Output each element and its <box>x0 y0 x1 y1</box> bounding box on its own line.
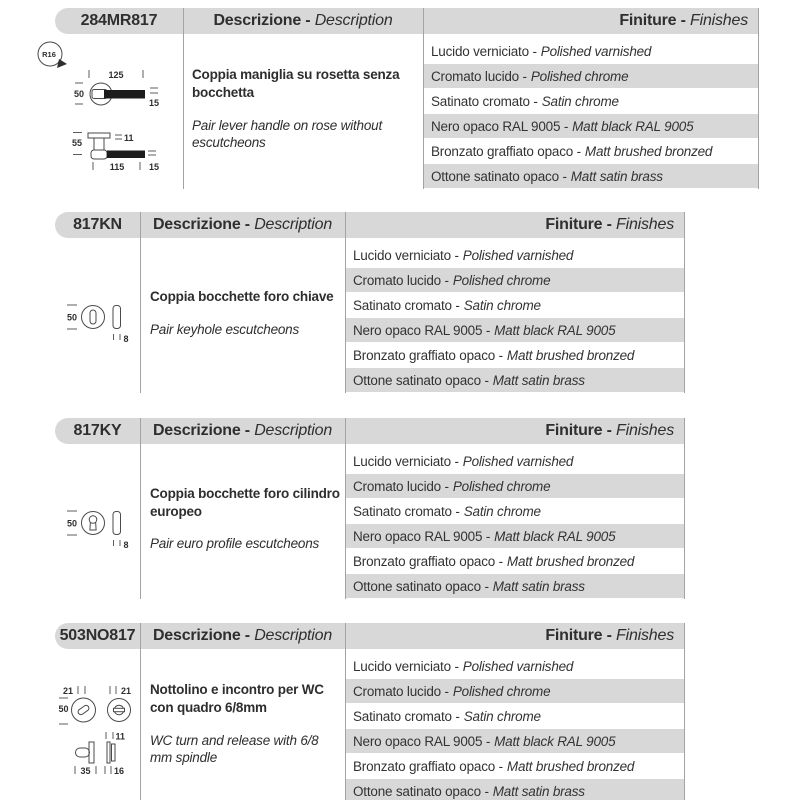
finish-english: Matt brushed bronzed <box>506 758 635 774</box>
description-english: Pair lever handle on rose without escutcheons <box>192 117 383 151</box>
finish-row <box>346 343 684 367</box>
svg-text:8: 8 <box>123 540 129 550</box>
description-italian: Coppia bocchette foro chiave <box>150 288 334 304</box>
finish-row <box>424 89 758 113</box>
description-italian: Coppia bocchette foro cilindro europeo <box>150 486 340 519</box>
side-view <box>72 133 159 173</box>
product-description <box>192 34 420 184</box>
finish-row <box>346 293 684 317</box>
finish-row <box>346 679 684 703</box>
finish-italian: Lucido verniciato - <box>431 43 537 59</box>
svg-text:R16: R16 <box>42 50 56 59</box>
finish-italian: Nero opaco RAL 9005 - <box>353 322 491 338</box>
finish-italian: Cromato lucido - <box>353 478 449 494</box>
finish-italian: Ottone satinato opaco - <box>353 578 489 594</box>
finish-row <box>424 64 758 88</box>
description-header-en: Description <box>254 422 333 439</box>
technical-drawing-keyhole-escutcheon <box>55 297 140 357</box>
finishes-header-it: Finiture - <box>545 627 612 644</box>
description-header <box>140 422 345 440</box>
finish-italian: Bronzato graffiato opaco - <box>353 758 503 774</box>
svg-text:115: 115 <box>109 162 125 172</box>
finishes-header-it: Finiture - <box>619 12 686 29</box>
finish-italian: Satinato cromato - <box>353 708 460 724</box>
product-section-817KY <box>0 418 800 600</box>
svg-text:55: 55 <box>71 138 83 148</box>
finishes-list <box>424 39 758 189</box>
front-view <box>74 70 159 108</box>
svg-text:15: 15 <box>148 98 160 108</box>
finish-row <box>346 318 684 342</box>
finishes-list <box>346 243 684 393</box>
finish-english: Polished varnished <box>462 658 574 674</box>
svg-text:125: 125 <box>108 70 124 80</box>
finishes-list <box>346 654 684 800</box>
finishes-header-it: Finiture - <box>545 422 612 439</box>
finish-english: Matt satin brass <box>492 372 585 388</box>
description-header-it: Descrizione - <box>213 12 311 29</box>
finish-english: Matt black RAL 9005 <box>572 118 694 134</box>
product-code: 503NO817 <box>59 627 136 644</box>
column-divider <box>140 212 141 393</box>
finishes-header <box>345 216 684 234</box>
description-italian: Coppia maniglia su rosetta senza bocchetta <box>192 67 400 100</box>
product-code: 817KN <box>73 216 122 233</box>
finish-row <box>346 499 684 523</box>
finish-italian: Cromato lucido - <box>353 683 449 699</box>
finish-english: Matt black RAL 9005 <box>494 322 616 338</box>
finish-italian: Ottone satinato opaco - <box>353 783 489 799</box>
turn-knob-glyph <box>77 704 90 715</box>
finish-row <box>424 114 758 138</box>
description-header-it: Descrizione - <box>152 627 250 644</box>
column-divider <box>183 8 184 189</box>
description-header-en: Description <box>314 12 393 29</box>
product-section-284MR817 <box>0 8 800 190</box>
finish-english: Polished chrome <box>452 683 551 699</box>
svg-text:21: 21 <box>62 686 74 696</box>
finish-english: Polished chrome <box>530 68 629 84</box>
section-header <box>55 212 684 238</box>
table-right-border <box>758 8 759 189</box>
finishes-header-en: Finishes <box>616 422 674 439</box>
finish-italian: Lucido verniciato - <box>353 453 459 469</box>
svg-text:50: 50 <box>66 312 78 323</box>
svg-text:15: 15 <box>148 162 160 172</box>
svg-text:11: 11 <box>115 731 126 742</box>
svg-text:50: 50 <box>73 89 85 99</box>
finishes-header-it: Finiture - <box>545 216 612 233</box>
finish-english: Matt brushed bronzed <box>506 553 635 569</box>
column-divider <box>140 418 141 599</box>
finish-english: Matt black RAL 9005 <box>494 733 616 749</box>
finish-row <box>346 243 684 267</box>
finish-row <box>346 474 684 498</box>
finish-row <box>346 729 684 753</box>
product-description <box>150 444 342 594</box>
svg-text:16: 16 <box>114 766 125 776</box>
product-description <box>150 238 342 388</box>
finish-english: Polished varnished <box>462 247 574 263</box>
finish-english: Polished varnished <box>462 453 574 469</box>
technical-drawing-lever-handle <box>30 38 165 184</box>
finishes-list <box>346 449 684 599</box>
finish-english: Matt brushed bronzed <box>506 347 635 363</box>
section-header <box>55 623 684 649</box>
finish-row <box>346 524 684 548</box>
product-section-503NO817 <box>0 623 800 800</box>
finish-english: Satin chrome <box>463 708 541 724</box>
svg-text:21: 21 <box>120 686 132 696</box>
technical-drawing-wc-turn-release <box>45 681 140 781</box>
finish-row <box>346 574 684 598</box>
finish-row <box>346 368 684 392</box>
technical-drawing-euro-escutcheon <box>55 503 140 563</box>
front-view <box>58 686 131 724</box>
finish-english: Matt brushed bronzed <box>584 143 713 159</box>
rotation-symbol-icon <box>38 42 67 68</box>
keyhole-glyph <box>90 310 96 324</box>
finish-italian: Bronzato graffiato opaco - <box>353 553 503 569</box>
finish-row <box>346 754 684 778</box>
finish-english: Satin chrome <box>463 297 541 313</box>
finish-english: Matt black RAL 9005 <box>494 528 616 544</box>
finish-row <box>424 139 758 163</box>
finish-italian: Nero opaco RAL 9005 - <box>353 528 491 544</box>
finish-row <box>424 164 758 188</box>
finish-english: Matt satin brass <box>492 578 585 594</box>
svg-text:35: 35 <box>80 766 91 776</box>
finish-english: Satin chrome <box>541 93 619 109</box>
section-header <box>55 418 684 444</box>
description-italian: Nottolino e incontro per WC con quadro 6/8mm <box>150 682 324 715</box>
finish-italian: Nero opaco RAL 9005 - <box>431 118 569 134</box>
finishes-header <box>345 627 684 645</box>
side-view <box>75 732 125 777</box>
finish-italian: Bronzato graffiato opaco - <box>353 347 503 363</box>
finish-row <box>346 704 684 728</box>
finishes-header-en: Finishes <box>616 216 674 233</box>
finish-italian: Nero opaco RAL 9005 - <box>353 733 491 749</box>
svg-text:50: 50 <box>58 704 69 714</box>
finish-italian: Satinato cromato - <box>431 93 538 109</box>
finish-italian: Bronzato graffiato opaco - <box>431 143 581 159</box>
finish-english: Polished chrome <box>452 272 551 288</box>
finish-row <box>346 449 684 473</box>
description-header <box>183 12 423 30</box>
description-header-en: Description <box>254 627 333 644</box>
svg-text:50: 50 <box>66 518 78 529</box>
product-section-817KN <box>0 212 800 394</box>
svg-text:11: 11 <box>124 133 134 143</box>
finish-row <box>346 654 684 678</box>
product-code: 817KY <box>73 422 122 439</box>
table-right-border <box>684 418 685 599</box>
finish-italian: Lucido verniciato - <box>353 247 459 263</box>
coin-release-glyph <box>114 705 125 715</box>
description-header-it: Descrizione - <box>152 216 250 233</box>
product-code: 284MR817 <box>80 12 158 29</box>
finish-english: Matt satin brass <box>492 783 585 799</box>
finish-italian: Cromato lucido - <box>431 68 527 84</box>
finishes-header-en: Finishes <box>616 627 674 644</box>
finish-italian: Satinato cromato - <box>353 503 460 519</box>
finish-english: Satin chrome <box>463 503 541 519</box>
finish-italian: Cromato lucido - <box>353 272 449 288</box>
finish-italian: Lucido verniciato - <box>353 658 459 674</box>
finish-english: Matt satin brass <box>570 168 663 184</box>
description-english: WC turn and release with 6/8 mm spindle <box>150 732 319 766</box>
description-english: Pair euro profile escutcheons <box>150 536 320 552</box>
finish-italian: Satinato cromato - <box>353 297 460 313</box>
description-header <box>140 627 345 645</box>
finishes-header <box>345 422 684 440</box>
euro-cylinder-glyph <box>89 516 97 530</box>
table-right-border <box>684 212 685 393</box>
finish-row <box>346 779 684 800</box>
finish-italian: Ottone satinato opaco - <box>431 168 567 184</box>
finish-row <box>346 268 684 292</box>
finish-english: Polished varnished <box>540 43 652 59</box>
finish-row <box>346 549 684 573</box>
description-english: Pair keyhole escutcheons <box>150 321 300 337</box>
finishes-header-en: Finishes <box>690 12 748 29</box>
description-header <box>140 216 345 234</box>
section-header <box>55 8 758 34</box>
finish-row <box>424 39 758 63</box>
product-description <box>150 649 342 799</box>
svg-text:8: 8 <box>123 334 129 344</box>
table-right-border <box>684 623 685 800</box>
finish-english: Polished chrome <box>452 478 551 494</box>
column-divider <box>140 623 141 800</box>
description-header-en: Description <box>254 216 333 233</box>
description-header-it: Descrizione - <box>152 422 250 439</box>
finish-italian: Ottone satinato opaco - <box>353 372 489 388</box>
finishes-header <box>423 12 758 30</box>
